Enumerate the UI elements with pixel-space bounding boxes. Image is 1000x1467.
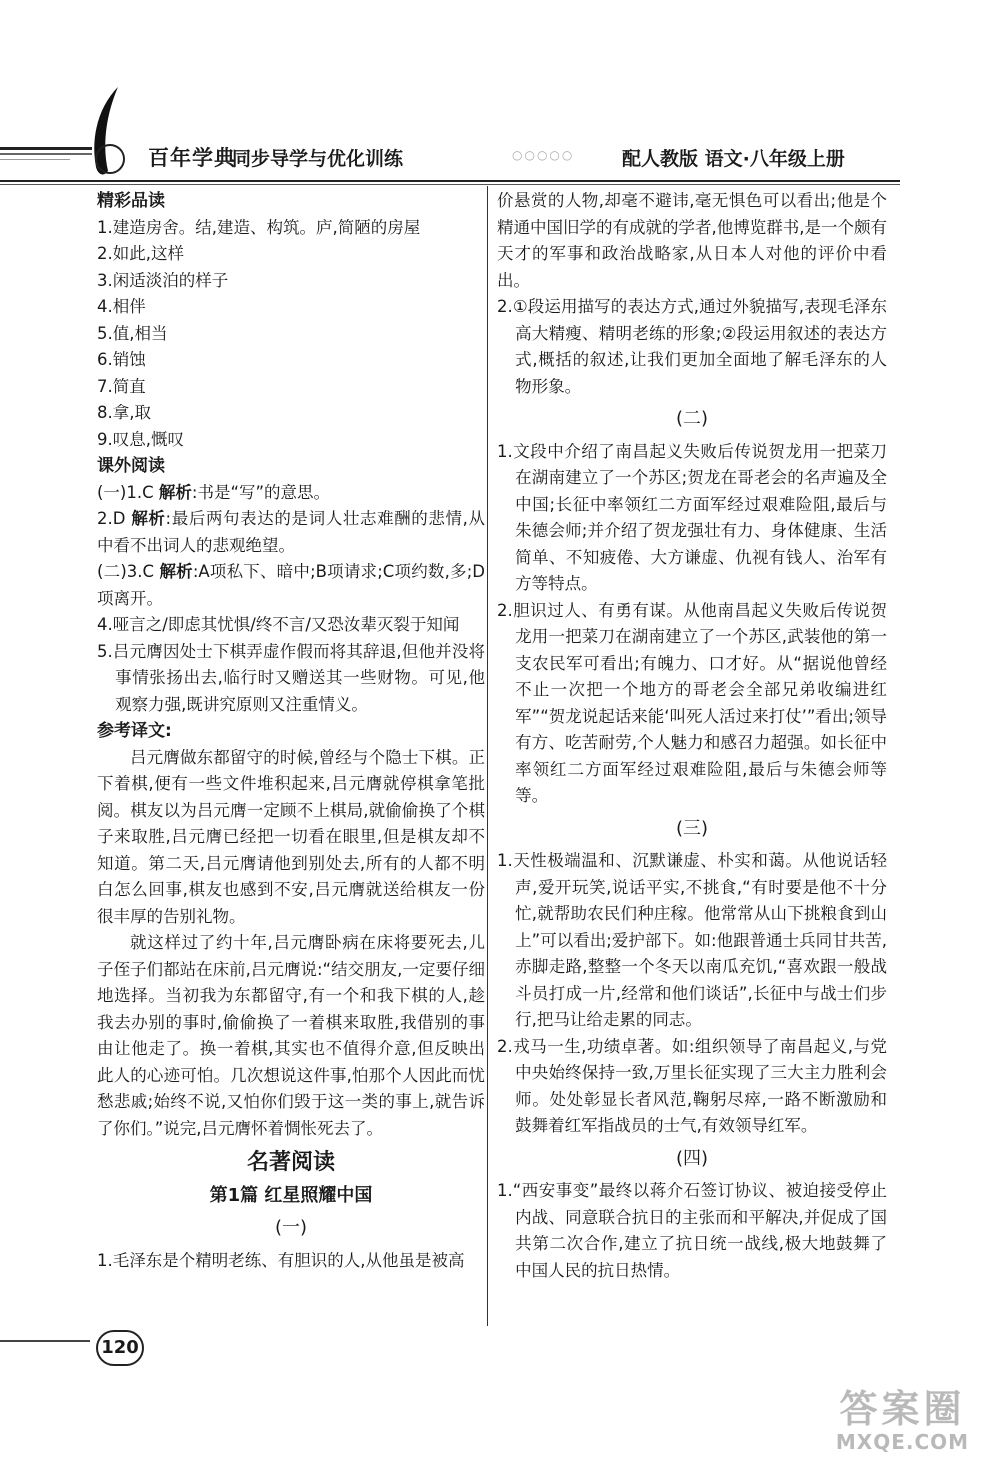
watermark-title: 答案圈 bbox=[839, 1387, 966, 1431]
left-column bbox=[97, 188, 485, 1274]
part-heading: (二) bbox=[675, 408, 709, 429]
footer-rule bbox=[0, 1340, 90, 1342]
section-heading-appreciation: 精彩品读 bbox=[97, 191, 165, 211]
watermark-url: MXQE.COM bbox=[835, 1430, 970, 1454]
answer-text: :最后两句表达的是词人壮志难酬的悲情,从中看不出词人的悲观绝望。 bbox=[97, 509, 485, 555]
quill-logo-icon bbox=[0, 85, 140, 185]
answer-item: 4.哑言之/即虑其忧惧/终不言/又恐汝辈灭裂于知闻 bbox=[97, 615, 460, 634]
answer-continuation: 价悬赏的人物,却毫不避讳,毫无惧色可以看出;他是个精通中国旧学的有成就的学者,他博览群书,是一个颇有天才的军事和政治战略家,从日本人对他的评价中看出。 bbox=[497, 191, 887, 290]
answer-item: 1.文段中介绍了南昌起义失败后传说贺龙用一把菜刀在湖南建立了一个苏区;贺龙在哥老会的名声遍及全中国;长征中率领红二方面军经过艰难险阻,最后与朱德会师;并介绍了贺龙强壮有力、身体健康、生活简单、不知疲倦、大方谦虚、仇视有钱人、治军有方等特点。 bbox=[497, 441, 887, 593]
section-heading-extra-reading: 课外阅读 bbox=[97, 456, 165, 476]
answer-item: 5.吕元膺因处士下棋弄虚作假而将其辞退,但他并没将事情张扬出去,临行时又赠送其一些财物。可见,他观察力强,既讲究原则又注重情义。 bbox=[97, 641, 485, 714]
analysis-label: 解析 bbox=[131, 509, 166, 528]
answer-item bbox=[97, 559, 485, 612]
answer-number: (一)1.C bbox=[97, 482, 159, 502]
reference-translation-heading: 参考译文: bbox=[97, 721, 172, 741]
answer-text: :A项私下、暗中;B项请求;C项约数,多;D项离开。 bbox=[97, 562, 485, 608]
answer-item: 6.销蚀 bbox=[97, 350, 146, 369]
right-column bbox=[497, 188, 887, 1284]
answer-number: (二)3.C bbox=[97, 562, 160, 581]
answer-item: 7.简直 bbox=[97, 376, 146, 396]
watermark-logo bbox=[815, 1388, 990, 1460]
answer-item: 1.毛泽东是个精明老练、有胆识的人,从他虽是被高 bbox=[97, 1250, 465, 1270]
answer-item: 4.相伴 bbox=[97, 297, 146, 316]
page-header bbox=[0, 0, 1000, 190]
page-number: 120 bbox=[96, 1330, 144, 1366]
answer-item: 8.拿,取 bbox=[97, 403, 151, 422]
answer-item: 2.①段运用描写的表达方式,通过外貌描写,表现毛泽东高大精瘦、精明老练的形象;②段运用叙述的表达方式,概括的叙述,让我们更加全面地了解毛泽东的人物形象。 bbox=[497, 297, 887, 396]
part-heading: (四) bbox=[675, 1147, 709, 1169]
answer-item: 2.戎马一生,功绩卓著。如:组织领导了南昌起义,与党中央始终保持一致,万里长征实现了三大主力胜利会师。处处彰显长者风范,鞠躬尽瘁,一路不断激励和鼓舞着红军指战员的士气,有效领导红军。 bbox=[497, 1036, 887, 1135]
answer-text: :书是“写”的意思。 bbox=[191, 482, 331, 502]
answer-item: 1.“西安事变”最终以蒋介石签订协议、被迫接受停止内战、同意联合抗日的主张而和平解决,并促成了国共第二次合作,建立了抗日统一战线,极大地鼓舞了中国人民的抗日热情。 bbox=[497, 1181, 887, 1280]
answer-item: 9.叹息,慨叹 bbox=[97, 429, 184, 449]
analysis-label: 解析 bbox=[159, 562, 193, 581]
analysis-label: 解析 bbox=[158, 482, 192, 502]
answer-item: 1.天性极端温和、沉默谦虚、朴实和蔼。从他说话轻声,爱开玩笑,说话平实,不挑食,“有时要是他不十分忙,就帮助农民们种庄稼。他常常从山下挑粮食到山上”可以看出;爱护部下。如:他跟普通士兵同甘共苦,赤脚走路,整整一个冬天以南瓜充饥,“喜欢跟一般战斗员打成一片,经常和他们谈话”,长征中与战士们步行,把马让给走累的同志。 bbox=[497, 851, 887, 1029]
answer-item: 1.建造房舍。结,建造、构筑。庐,简陋的房屋 bbox=[97, 217, 421, 237]
edition-label: 配人教版 语文·八年级上册 bbox=[622, 148, 845, 170]
answer-item bbox=[97, 506, 485, 559]
answer-number: 2.D bbox=[97, 509, 132, 528]
brand-name: 百年学典 bbox=[148, 146, 236, 170]
answer-item: 3.闲适淡泊的样子 bbox=[97, 270, 229, 290]
answer-item: 2.如此,这样 bbox=[97, 244, 184, 263]
part-heading: (一) bbox=[274, 1217, 308, 1238]
answer-item bbox=[97, 480, 485, 507]
answer-item: 2.胆识过人、有勇有谋。从他南昌起义失败后传说贺龙用一把菜刀在湖南建立了一个苏区,武装他的第一支农民军可看出;有魄力、口才好。从“据说他曾经不止一次把一个地方的哥老会全部兄弟收编进红军”“贺龙说起话来能‘叫死人活过来打仗’”看出;领导有方、吃苦耐劳,个人魅力和感召力超强。如长征中率领红二方面军经过艰难险阻,最后与朱德会师等等。 bbox=[497, 600, 887, 805]
column-divider bbox=[487, 186, 488, 1326]
series-subtitle: 同步导学与优化训练 bbox=[232, 148, 404, 170]
book-reading-title: 名著阅读 bbox=[246, 1150, 335, 1175]
chapter-title: 第1篇 红星照耀中国 bbox=[209, 1184, 373, 1206]
header-rule-thin bbox=[0, 184, 900, 185]
header-rule bbox=[0, 180, 900, 182]
part-heading: (三) bbox=[675, 817, 709, 839]
translation-paragraph: 吕元膺做东都留守的时候,曾经与个隐士下棋。正下着棋,便有一些文件堆积起来,吕元膺就停棋拿笔批阅。棋友以为吕元膺一定顾不上棋局,就偷偷换了个棋子来取胜,吕元膺已经把一切看在眼里,但是棋友却不知道。第二天,吕元膺请他到别处去,所有的人都不明白怎么回事,棋友也感到不安,吕元膺就送给棋友一份很丰厚的告别礼物。 bbox=[97, 747, 485, 926]
translation-paragraph: 就这样过了约十年,吕元膺卧病在床将要死去,儿子侄子们都站在床前,吕元膺说:“结交朋友,一定要仔细地选择。当初我为东都留守,有一个和我下棋的人,趁我去办别的事时,偷偷换了一着棋来取胜,我借别的事由让他走了。换一着棋,其实也不值得介意,但反映出此人的心迹可怕。几次想说这件事,怕那个人因此而忧愁悲戚;始终不说,又怕你们毁于这一类的事上,就告诉了你们。”说完,吕元膺怀着惆怅死去了。 bbox=[97, 933, 485, 1138]
decorative-dots-icon: ○○○○○ bbox=[512, 148, 575, 162]
answer-item: 5.值,相当 bbox=[97, 323, 168, 343]
